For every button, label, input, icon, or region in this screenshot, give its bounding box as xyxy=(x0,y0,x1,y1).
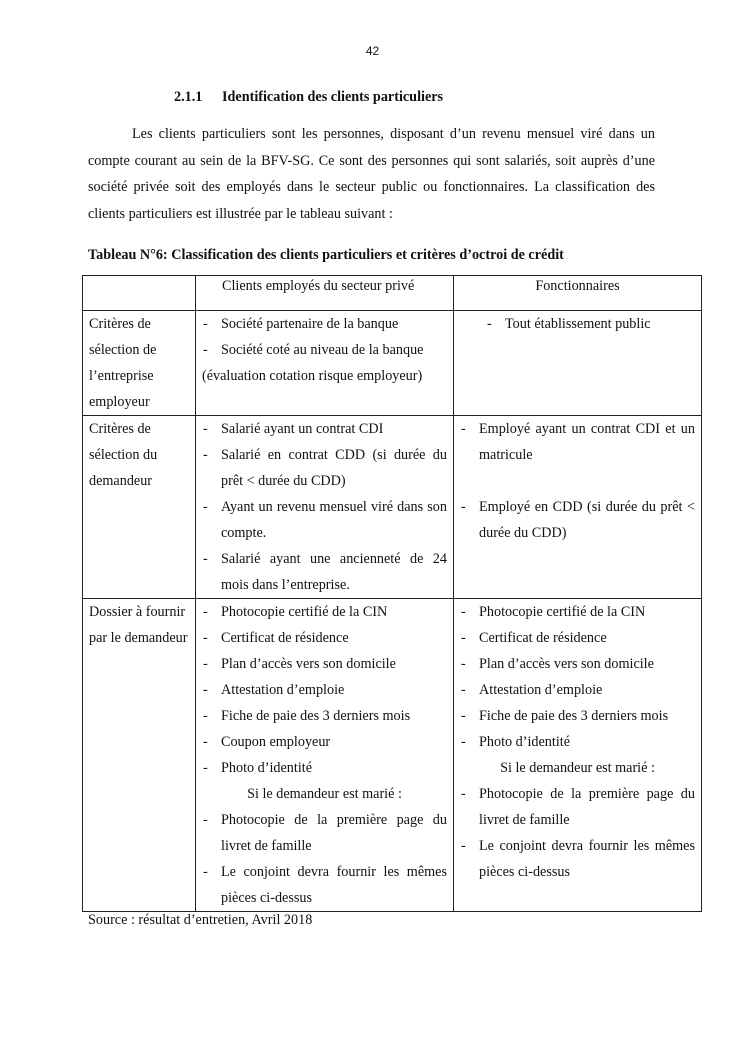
row-label: Dossier à fournir par le demandeur xyxy=(83,599,196,912)
intro-paragraph: Les clients particuliers sont les personnes, disposant d’un revenu mensuel viré dans un compte courant au sein de la BFV-SG. Ce sont des personnes qui sont salariés, soit auprès d’une société privée soit des employés dans le secteur public ou fonctionnaires. La classification des clients particuliers est illustrée par le tableau suivant : xyxy=(88,126,655,222)
page-number: 42 xyxy=(365,44,380,58)
list-item: - Salarié en contrat CDD (si durée du prêt < durée du CDD) xyxy=(202,442,447,494)
list-item: - Salarié ayant une ancienneté de 24 mois dans l’entreprise. xyxy=(202,546,447,598)
table-row xyxy=(83,599,702,912)
row-label: Critères de sélection du demandeur xyxy=(83,416,196,599)
table-row xyxy=(83,311,702,416)
cell-prive xyxy=(196,416,454,599)
header-empty-cell xyxy=(83,276,196,311)
header-fonctionnaires: Fonctionnaires xyxy=(454,276,702,311)
cell-fonct xyxy=(454,416,702,599)
list-item: - Certificat de résidence xyxy=(460,625,695,651)
table-header-row xyxy=(83,276,702,311)
section-title: Identification des clients particuliers xyxy=(222,89,444,105)
cell-prive xyxy=(196,311,454,416)
row-label: Critères de sélection de l’entreprise employeur xyxy=(83,311,196,416)
list-item: - Fiche de paie des 3 derniers mois xyxy=(460,703,695,729)
list-item: - Attestation d’emploie xyxy=(202,677,447,703)
list-item: - Société partenaire de la banque xyxy=(202,311,447,337)
list-item: - Employé ayant un contrat CDI et un matricule xyxy=(460,416,695,468)
married-label: Si le demandeur est marié : xyxy=(247,786,402,802)
list-item: - Le conjoint devra fournir les mêmes pièces ci-dessus xyxy=(202,859,447,911)
section-number: 2.1.1 xyxy=(174,89,203,105)
list-item: - Photo d’identité xyxy=(202,755,447,781)
list-item: - Photocopie certifié de la CIN xyxy=(460,599,695,625)
table-row xyxy=(83,416,702,599)
list-item: - Salarié ayant un contrat CDI xyxy=(202,416,447,442)
table-caption: Tableau N°6: Classification des clients particuliers et critères d’octroi de crédit xyxy=(88,247,564,263)
classification-table xyxy=(82,275,702,912)
list-item: - Société coté au niveau de la banque xyxy=(202,337,447,363)
list-item: - Photocopie certifié de la CIN xyxy=(202,599,447,625)
list-item: - Photo d’identité xyxy=(460,729,695,755)
list-item: - Photocopie de la première page du livret de famille xyxy=(202,807,447,859)
married-label: Si le demandeur est marié : xyxy=(500,760,655,776)
list-item: - Fiche de paie des 3 derniers mois xyxy=(202,703,447,729)
cell-fonct xyxy=(454,599,702,912)
list-item: - Coupon employeur xyxy=(202,729,447,755)
list-item: - Plan d’accès vers son domicile xyxy=(202,651,447,677)
section-heading xyxy=(174,89,443,106)
source-note: Source : résultat d’entretien, Avril 2018 xyxy=(88,912,313,928)
cell-fonct xyxy=(454,311,702,416)
cell-note: (évaluation cotation risque employeur) xyxy=(202,368,423,384)
list-item: - Photocopie de la première page du livret de famille xyxy=(460,781,695,833)
header-prive: Clients employés du secteur privé xyxy=(196,276,454,311)
list-item: - Plan d’accès vers son domicile xyxy=(460,651,695,677)
list-item: - Certificat de résidence xyxy=(202,625,447,651)
list-item: - Ayant un revenu mensuel viré dans son compte. xyxy=(202,494,447,546)
list-item: - Employé en CDD (si durée du prêt < durée du CDD) xyxy=(460,494,695,546)
cell-prive xyxy=(196,599,454,912)
list-item: - Tout établissement public xyxy=(486,311,695,337)
list-item: - Attestation d’emploie xyxy=(460,677,695,703)
list-item: - Le conjoint devra fournir les mêmes pièces ci-dessus xyxy=(460,833,695,885)
